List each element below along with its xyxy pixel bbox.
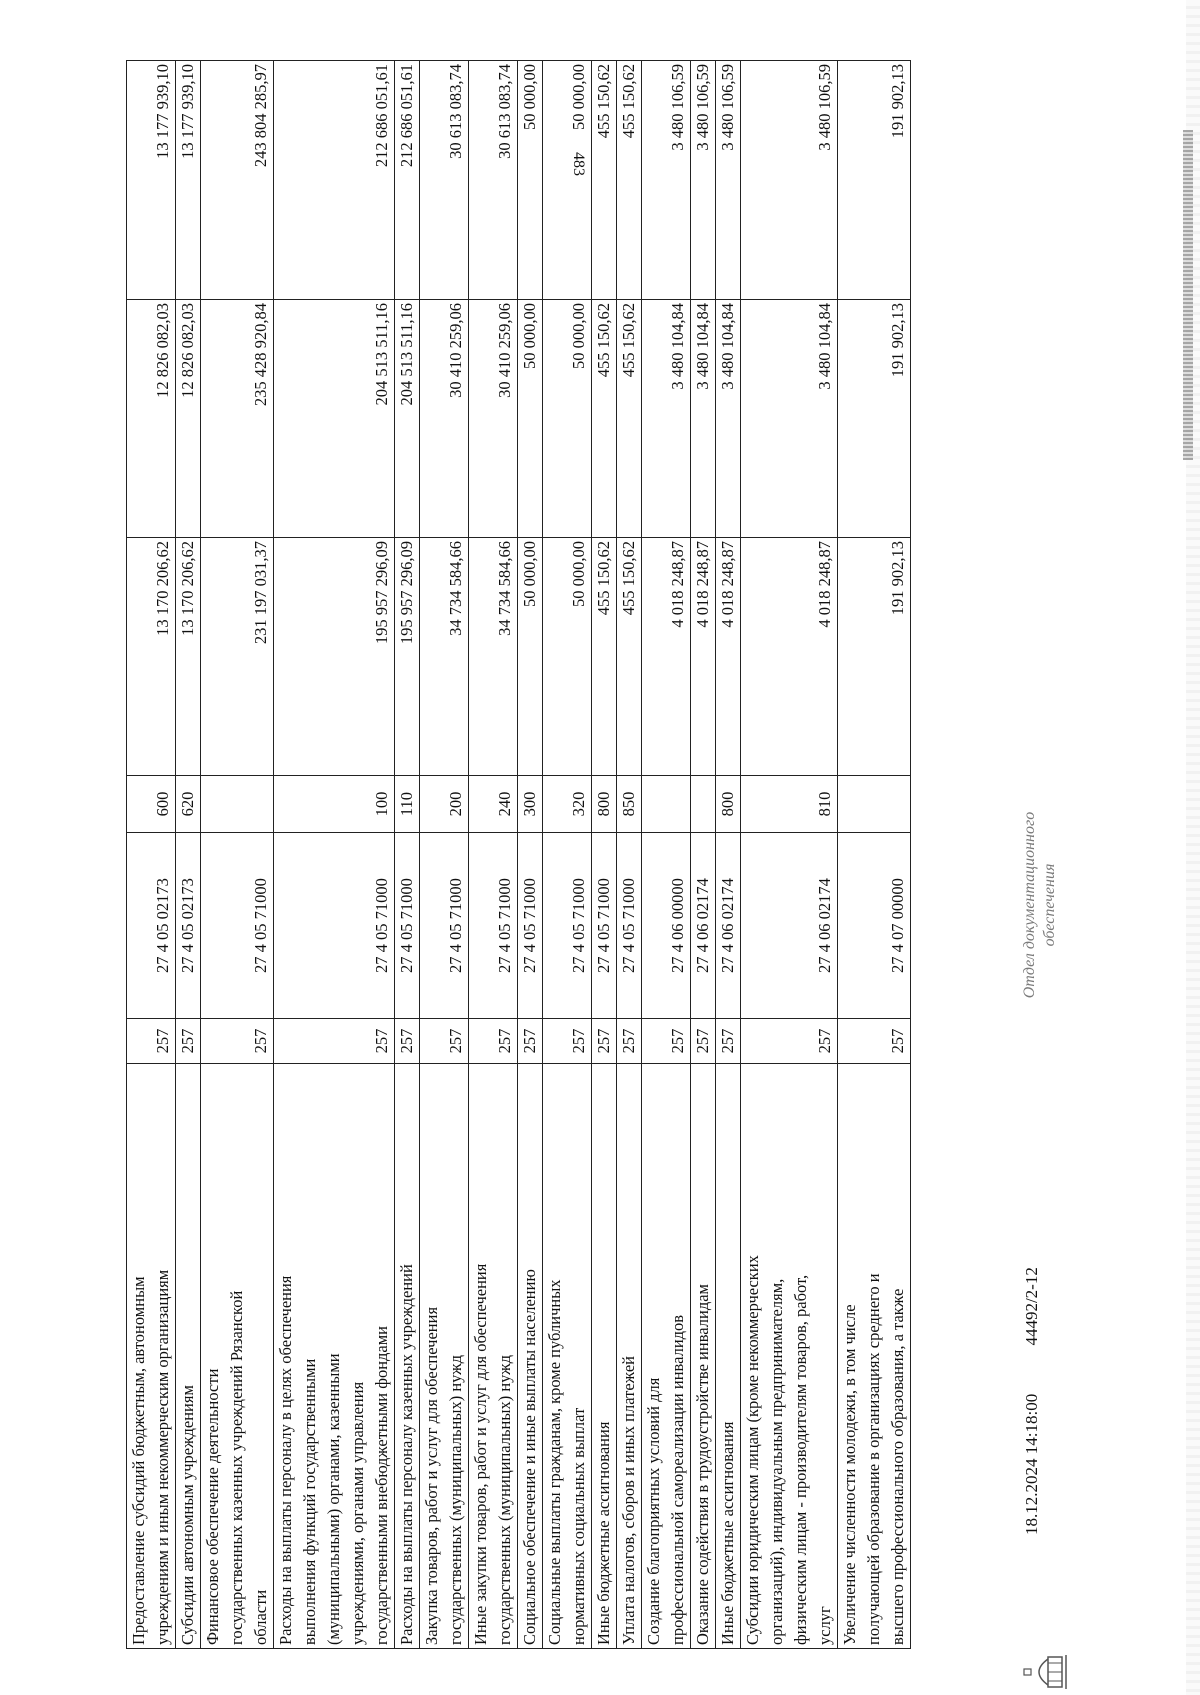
- row-name-cell: [176, 1064, 201, 1649]
- amount-year-2-cell: 455 150,62: [617, 300, 642, 538]
- table-row: [395, 61, 420, 1649]
- amount-year-2-cell: 235 428 920,84: [201, 300, 274, 538]
- row-name-line: Предоставление субсидий бюджетным, автономным: [129, 1276, 148, 1645]
- target-article-cell: 27 4 05 71000: [420, 833, 469, 1019]
- row-name-line: Уплата налогов, сборов и иных платежей: [619, 1356, 638, 1645]
- amount-year-3-cell: 3 480 106,59: [741, 61, 838, 300]
- amount-year-1-cell: 455 150,62: [617, 538, 642, 776]
- amount-year-3-cell: 30 613 083,74: [469, 61, 518, 300]
- row-name-line: нормативных социальных выплат: [569, 1407, 588, 1645]
- target-article-cell: 27 4 05 71000: [543, 833, 592, 1019]
- row-name-line: Оказание содействия в трудоустройстве инвалидам: [693, 1284, 712, 1645]
- target-article-cell: 27 4 05 71000: [395, 833, 420, 1019]
- amount-year-2-cell: 191 902,13: [838, 300, 911, 538]
- row-name-line: Закупка товаров, работ и услуг для обеспечения: [422, 1306, 441, 1645]
- row-name-cell: [518, 1064, 543, 1649]
- row-name-cell: [617, 1064, 642, 1649]
- amount-year-3-cell: 3 480 106,59: [642, 61, 691, 300]
- expense-type-cell: 850: [617, 776, 642, 833]
- amount-year-3-cell: 50 000,00: [543, 61, 592, 300]
- footer-timestamp: 18.12.2024 14:18:00: [1022, 1393, 1041, 1535]
- amount-year-2-cell: 3 480 104,84: [691, 300, 716, 538]
- amount-year-2-cell: 12 826 082,03: [176, 300, 201, 538]
- table-row: [617, 61, 642, 1649]
- ministry-code-cell: 257: [469, 1019, 518, 1064]
- ministry-code-cell: 257: [838, 1019, 911, 1064]
- amount-year-1-cell: 231 197 031,37: [201, 538, 274, 776]
- row-name-line: получающей образование в организациях среднего и: [864, 1273, 883, 1645]
- row-name-line: (муниципальными) органами, казенными: [324, 1353, 343, 1645]
- table-row: [176, 61, 201, 1649]
- amount-year-3-cell: 191 902,13: [838, 61, 911, 300]
- amount-year-1-cell: 4 018 248,87: [741, 538, 838, 776]
- target-article-cell: 27 4 06 02174: [691, 833, 716, 1019]
- stamp-line-1: Отдел документационного: [1021, 811, 1038, 999]
- target-article-cell: 27 4 05 71000: [274, 833, 395, 1019]
- row-name-cell: [274, 1064, 395, 1649]
- row-name-line: Расходы на выплаты персоналу в целях обеспечения: [276, 1275, 295, 1645]
- target-article-cell: 27 4 07 00000: [838, 833, 911, 1019]
- amount-year-3-cell: 3 480 106,59: [716, 61, 741, 300]
- expense-type-cell: 620: [176, 776, 201, 833]
- expense-type-cell: 240: [469, 776, 518, 833]
- expense-type-cell: 810: [741, 776, 838, 833]
- ministry-code-cell: 257: [518, 1019, 543, 1064]
- expense-type-cell: [642, 776, 691, 833]
- table-row: [127, 61, 176, 1649]
- expense-type-cell: 600: [127, 776, 176, 833]
- row-name-line: организаций), индивидуальным предпринимателям,: [767, 1278, 786, 1645]
- ministry-code-cell: 257: [176, 1019, 201, 1064]
- row-name-cell: [592, 1064, 617, 1649]
- amount-year-1-cell: 50 000,00: [543, 538, 592, 776]
- amount-year-1-cell: 195 957 296,09: [274, 538, 395, 776]
- table-row: [201, 61, 274, 1649]
- amount-year-2-cell: 12 826 082,03: [127, 300, 176, 538]
- target-article-cell: 27 4 06 02174: [716, 833, 741, 1019]
- expense-type-cell: [201, 776, 274, 833]
- row-name-line: услуг: [815, 1606, 834, 1645]
- expense-type-cell: 110: [395, 776, 420, 833]
- row-name-line: государственных казенных учреждений Рязанской: [227, 1290, 246, 1645]
- target-article-cell: 27 4 05 71000: [518, 833, 543, 1019]
- row-name-line: учреждениям и иным некоммерческим организациям: [153, 1269, 172, 1645]
- ministry-code-cell: 257: [592, 1019, 617, 1064]
- ministry-code-cell: 257: [716, 1019, 741, 1064]
- row-name-line: государственных (муниципальных) нужд: [495, 1355, 514, 1645]
- footer-line: [1022, 1223, 1042, 1535]
- department-stamp: [1020, 725, 1060, 1085]
- emblem-icon: [1018, 1653, 1072, 1691]
- amount-year-2-cell: 30 410 259,06: [420, 300, 469, 538]
- expense-type-cell: 800: [716, 776, 741, 833]
- amount-year-3-cell: 13 177 939,10: [127, 61, 176, 300]
- table-row: [469, 61, 518, 1649]
- amount-year-2-cell: 30 410 259,06: [469, 300, 518, 538]
- footer-doc-code: 44492/2-12: [1022, 1267, 1041, 1346]
- amount-year-1-cell: 13 170 206,62: [127, 538, 176, 776]
- ministry-code-cell: 257: [741, 1019, 838, 1064]
- amount-year-3-cell: 3 480 106,59: [691, 61, 716, 300]
- row-name-line: государственными внебюджетными фондами: [372, 1325, 391, 1645]
- amount-year-1-cell: 191 902,13: [838, 538, 911, 776]
- page-number: 483: [570, 152, 587, 176]
- row-name-line: Расходы на выплаты персоналу казенных учреждений: [397, 1264, 416, 1645]
- row-name-cell: [469, 1064, 518, 1649]
- expense-type-cell: 320: [543, 776, 592, 833]
- row-name-cell: [716, 1064, 741, 1649]
- row-name-line: Увеличение численности молодежи, в том числе: [840, 1304, 859, 1645]
- ministry-code-cell: 257: [420, 1019, 469, 1064]
- target-article-cell: 27 4 05 02173: [176, 833, 201, 1019]
- row-name-cell: [642, 1064, 691, 1649]
- amount-year-3-cell: 50 000,00: [518, 61, 543, 300]
- row-name-line: учреждениями, органами управления: [348, 1381, 367, 1645]
- row-name-line: Создание благоприятных условий для: [644, 1377, 663, 1645]
- target-article-cell: 27 4 05 71000: [469, 833, 518, 1019]
- table-row: [592, 61, 617, 1649]
- amount-year-2-cell: 50 000,00: [518, 300, 543, 538]
- target-article-cell: 27 4 06 00000: [642, 833, 691, 1019]
- expense-type-cell: [838, 776, 911, 833]
- row-name-line: государственных (муниципальных) нужд: [446, 1355, 465, 1645]
- row-name-line: физическим лицам - производителям товаров, работ,: [791, 1274, 810, 1645]
- amount-year-2-cell: 3 480 104,84: [642, 300, 691, 538]
- row-name-cell: [691, 1064, 716, 1649]
- row-name-line: Иные бюджетные ассигнования: [594, 1421, 613, 1645]
- target-article-cell: 27 4 06 02174: [741, 833, 838, 1019]
- table-row: [838, 61, 911, 1649]
- expense-type-cell: 300: [518, 776, 543, 833]
- row-name-line: Субсидии автономным учреждениям: [178, 1385, 197, 1645]
- expense-type-cell: 100: [274, 776, 395, 833]
- rotated-page-content: [0, 45, 1110, 1695]
- amount-year-3-cell: 455 150,62: [592, 61, 617, 300]
- amount-year-1-cell: 34 734 584,66: [420, 538, 469, 776]
- amount-year-1-cell: 50 000,00: [518, 538, 543, 776]
- amount-year-3-cell: 455 150,62: [617, 61, 642, 300]
- expense-type-cell: 200: [420, 776, 469, 833]
- amount-year-1-cell: 13 170 206,62: [176, 538, 201, 776]
- amount-year-2-cell: 50 000,00: [543, 300, 592, 538]
- target-article-cell: 27 4 05 02173: [127, 833, 176, 1019]
- amount-year-2-cell: 204 513 511,16: [274, 300, 395, 538]
- target-article-cell: 27 4 05 71000: [201, 833, 274, 1019]
- amount-year-1-cell: 34 734 584,66: [469, 538, 518, 776]
- table-row: [691, 61, 716, 1649]
- expense-type-cell: [691, 776, 716, 833]
- stamp-line-2: обеспечения: [1041, 863, 1058, 947]
- row-name-cell: [395, 1064, 420, 1649]
- amount-year-2-cell: 3 480 104,84: [716, 300, 741, 538]
- row-name-line: Социальные выплаты гражданам, кроме публичных: [545, 1279, 564, 1645]
- ministry-code-cell: 257: [127, 1019, 176, 1064]
- expense-type-cell: 800: [592, 776, 617, 833]
- table-row: [741, 61, 838, 1649]
- row-name-line: Социальное обеспечение и иные выплаты населению: [520, 1269, 539, 1645]
- table-row: [543, 61, 592, 1649]
- amount-year-1-cell: 4 018 248,87: [691, 538, 716, 776]
- amount-year-3-cell: 13 177 939,10: [176, 61, 201, 300]
- amount-year-2-cell: 204 513 511,16: [395, 300, 420, 538]
- amount-year-2-cell: 455 150,62: [592, 300, 617, 538]
- ministry-code-cell: 257: [617, 1019, 642, 1064]
- row-name-line: Иные закупки товаров, работ и услуг для обеспечения: [471, 1263, 490, 1645]
- row-name-cell: [201, 1064, 274, 1649]
- row-name-line: высшего профессионального образования, а также: [888, 1288, 907, 1645]
- scan-bar-artifact: [1183, 130, 1193, 460]
- row-name-line: области: [251, 1589, 270, 1645]
- table-row: [420, 61, 469, 1649]
- ministry-code-cell: 257: [543, 1019, 592, 1064]
- row-name-cell: [127, 1064, 176, 1649]
- row-name-line: профессиональной самореализации инвалидов: [668, 1314, 687, 1645]
- table-body: [127, 61, 911, 1649]
- row-name-cell: [741, 1064, 838, 1649]
- ministry-code-cell: 257: [642, 1019, 691, 1064]
- target-article-cell: 27 4 05 71000: [592, 833, 617, 1019]
- amount-year-1-cell: 195 957 296,09: [395, 538, 420, 776]
- table-row: [518, 61, 543, 1649]
- row-name-line: Финансовое обеспечение деятельности: [203, 1368, 222, 1645]
- budget-table: [126, 60, 911, 1649]
- ministry-code-cell: 257: [274, 1019, 395, 1064]
- amount-year-2-cell: 3 480 104,84: [741, 300, 838, 538]
- row-name-line: Иные бюджетные ассигнования: [718, 1421, 737, 1645]
- ministry-code-cell: 257: [691, 1019, 716, 1064]
- target-article-cell: 27 4 05 71000: [617, 833, 642, 1019]
- row-name-cell: [838, 1064, 911, 1649]
- amount-year-1-cell: 455 150,62: [592, 538, 617, 776]
- amount-year-1-cell: 4 018 248,87: [642, 538, 691, 776]
- row-name-cell: [543, 1064, 592, 1649]
- ministry-code-cell: 257: [395, 1019, 420, 1064]
- row-name-cell: [420, 1064, 469, 1649]
- amount-year-3-cell: 212 686 051,61: [274, 61, 395, 300]
- row-name-line: выполнения функций государственными: [300, 1358, 319, 1645]
- amount-year-3-cell: 212 686 051,61: [395, 61, 420, 300]
- amount-year-3-cell: 30 613 083,74: [420, 61, 469, 300]
- table-row: [716, 61, 741, 1649]
- table-row: [274, 61, 395, 1649]
- amount-year-3-cell: 243 804 285,97: [201, 61, 274, 300]
- table-row: [642, 61, 691, 1649]
- ministry-code-cell: 257: [201, 1019, 274, 1064]
- row-name-line: Субсидии юридическим лицам (кроме некоммерческих: [743, 1255, 762, 1645]
- amount-year-1-cell: 4 018 248,87: [716, 538, 741, 776]
